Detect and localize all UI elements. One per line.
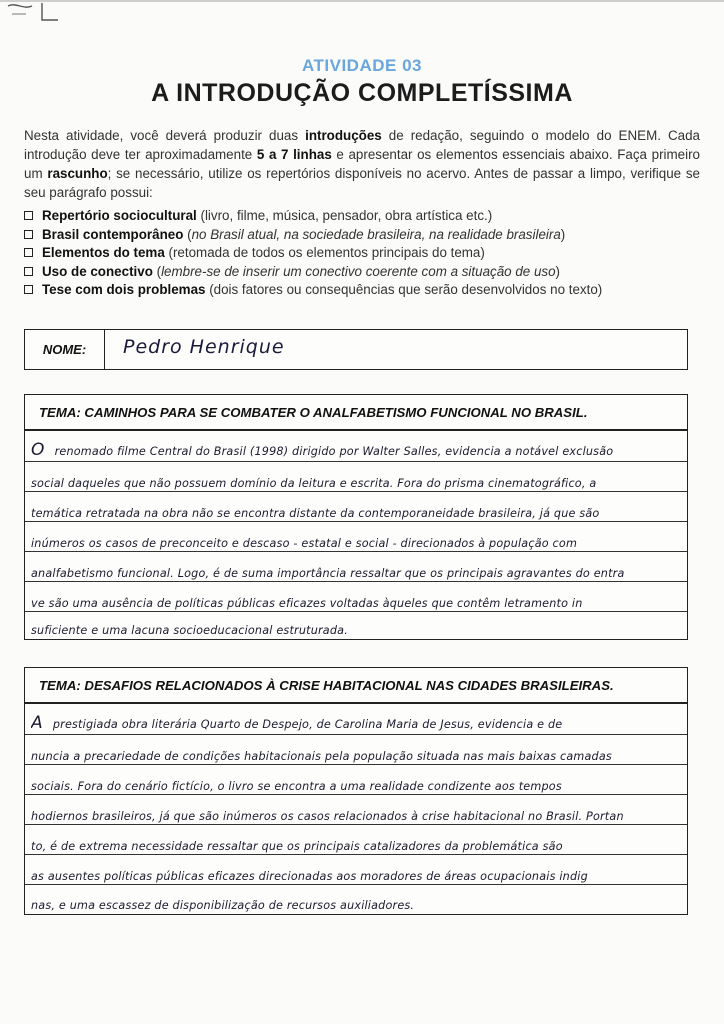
theme-box-1	[24, 394, 688, 430]
handwritten-line: to, é de extrema necessidade ressaltar que os principais catalizadores da problemática são	[31, 840, 563, 853]
ruled-line	[25, 780, 687, 795]
page-top-edge	[0, 0, 724, 2]
ruled-line	[25, 840, 687, 855]
checklist-item: Repertório sociocultural (livro, filme, música, pensador, obra artística etc.)	[24, 207, 700, 226]
page-title: A INTRODUÇÃO COMPLETÍSSIMA	[151, 79, 573, 107]
handwritten-line: suficiente e uma lacuna socioeducacional estruturada.	[31, 624, 348, 637]
checkbox-square-icon[interactable]	[24, 285, 33, 294]
instructions-paragraph: Nesta atividade, você deverá produzir duas introduções de redação, seguindo o modelo do ENEM. Cada introdução deve ter aproximadamente 5 a 7 linhas e apresentar os elementos essenciais abaixo. Faça primeiro um rascunho; se necessário, utilize os repertórios disponíveis no acervo. Antes de passar a limpo, verifique se seu parágrafo possui:	[24, 128, 700, 200]
handwritten-line: inúmeros os casos de preconceito e descaso - estatal e social - direcionados à população com	[31, 537, 578, 550]
handwritten-line: hodiernos brasileiros, já que são inúmeros os casos relacionados à crise habitacional no Brasil. Portan	[31, 810, 624, 823]
essay-lines-1[interactable]	[24, 430, 688, 640]
ruled-line	[25, 567, 687, 582]
activity-label: ATIVIDADE 03	[302, 56, 422, 75]
checklist-item: Brasil contemporâneo (no Brasil atual, na sociedade brasileira, na realidade brasileira)	[24, 226, 700, 245]
handwritten-line: analfabetismo funcional. Logo, é de suma importância ressaltar que os principais agravantes do entra	[31, 567, 625, 580]
handwritten-line: Orenomado filme Central do Brasil (1998) dirigido por Walter Salles, evidencia a notável exclusão	[31, 440, 614, 460]
requirements-checklist	[24, 207, 700, 300]
handwritten-line: temática retratada na obra não se encontra distante da contemporaneidade brasileira, já que são	[31, 507, 600, 520]
checkbox-square-icon[interactable]	[24, 230, 33, 239]
ruled-line	[25, 810, 687, 825]
pen-scribble-mark	[2, 0, 72, 30]
checklist-item: Elementos do tema (retomada de todos os elementos principais do tema)	[24, 244, 700, 263]
ruled-line	[25, 750, 687, 765]
handwritten-dropcap: O	[31, 440, 45, 460]
name-field-box	[24, 329, 688, 370]
ruled-line	[25, 870, 687, 885]
name-handwritten-value[interactable]: Pedro Henrique	[123, 336, 285, 358]
ruled-line	[25, 597, 687, 612]
checkbox-square-icon[interactable]	[24, 211, 33, 220]
handwritten-line: social daqueles que não possuem domínio da leitura e escrita. Fora do prisma cinematográfico, a	[31, 477, 597, 490]
ruled-line	[25, 440, 687, 462]
name-label: NOME:	[25, 330, 105, 369]
handwritten-dropcap: A	[31, 713, 43, 733]
handwritten-line: nuncia a precariedade de condições habitacionais pela população situada nas mais baixas camadas	[31, 750, 612, 763]
essay-lines-2[interactable]	[24, 703, 688, 915]
ruled-line	[25, 713, 687, 735]
theme-box-2	[24, 667, 688, 703]
ruled-line	[25, 507, 687, 522]
handwritten-line: Aprestigiada obra literária Quarto de Despejo, de Carolina Maria de Jesus, evidencia e de	[31, 713, 563, 733]
theme-title-2: TEMA: DESAFIOS RELACIONADOS À CRISE HABITACIONAL NAS CIDADES BRASILEIRAS.	[39, 677, 614, 693]
handwritten-line: as ausentes políticas públicas eficazes direcionadas aos moradores de áreas ocupacionais indig	[31, 870, 588, 883]
ruled-line	[25, 537, 687, 552]
handwritten-line: ve são uma ausência de políticas públicas eficazes voltadas àqueles que contêm letramento in	[31, 597, 583, 610]
theme-title-1: TEMA: CAMINHOS PARA SE COMBATER O ANALFABETISMO FUNCIONAL NO BRASIL.	[39, 404, 588, 420]
checkbox-square-icon[interactable]	[24, 248, 33, 257]
checklist-item: Tese com dois problemas (dois fatores ou consequências que serão desenvolvidos no texto)	[24, 281, 700, 300]
checkbox-square-icon[interactable]	[24, 267, 33, 276]
handwritten-line: nas, e uma escassez de disponibilização de recursos auxiliadores.	[31, 899, 415, 912]
checklist-item: Uso de conectivo (lembre-se de inserir um conectivo coerente com a situação de uso)	[24, 263, 700, 282]
handwritten-line: sociais. Fora do cenário fictício, o livro se encontra a uma realidade condizente aos tempos	[31, 780, 562, 793]
ruled-line	[25, 477, 687, 492]
